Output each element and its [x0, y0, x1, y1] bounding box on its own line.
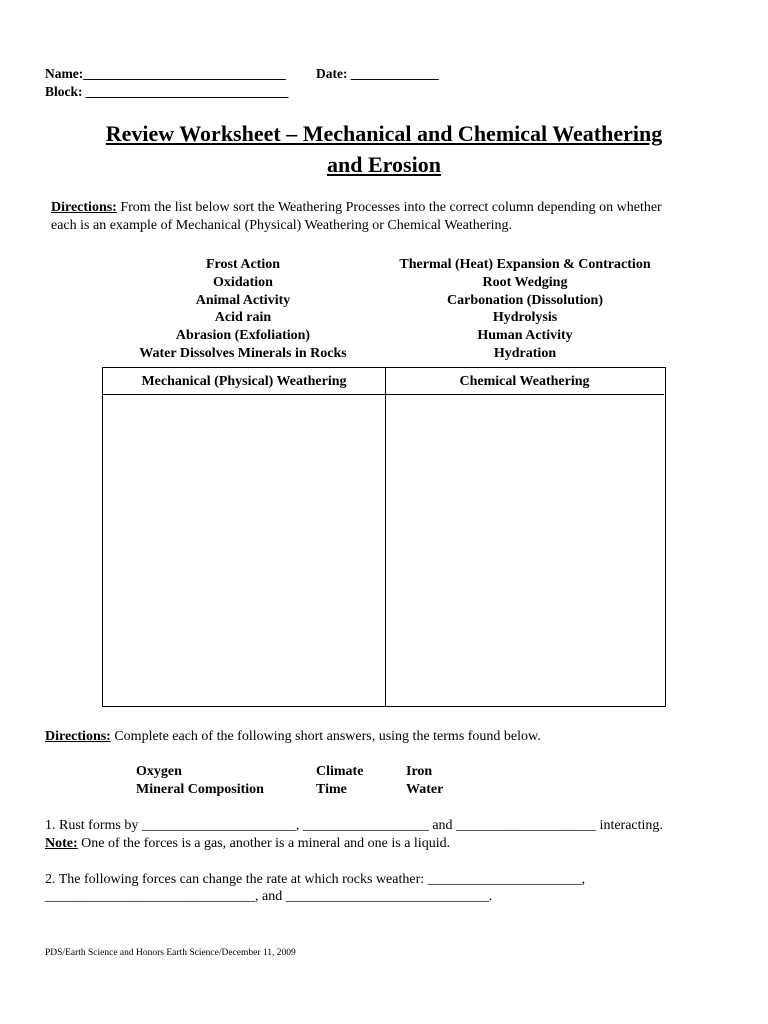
list-item: Root Wedging — [482, 274, 568, 290]
note-text: One of the forces is a gas, another is a mineral and one is a liquid. — [77, 836, 451, 851]
section2-directions — [45, 728, 541, 746]
name-field-label[interactable]: Name:______________________________ — [45, 66, 286, 81]
note-label: Note: — [45, 836, 78, 851]
page-title-line1: Review Worksheet – Mechanical and Chemical Weathering — [105, 121, 663, 146]
list-item: Thermal (Heat) Expansion & Contraction — [399, 257, 651, 272]
question-2-line2[interactable]: ______________________________, and _____________________________. — [45, 889, 493, 904]
page-title-line2: and Erosion — [327, 152, 441, 177]
list-item: Frost Action — [205, 257, 280, 272]
sorting-table — [102, 367, 666, 707]
mechanical-answer-cell[interactable] — [103, 395, 385, 705]
term: Iron — [406, 764, 433, 779]
section1-directions-cont: each is an example of Mechanical (Physical) Weathering or Chemical Weathering. — [51, 218, 512, 233]
list-item: Hydrolysis — [492, 310, 558, 326]
footer-text: PDS/Earth Science and Honors Earth Science/December 11, 2009 — [45, 948, 296, 958]
question-2-line1[interactable]: 2. The following forces can change the rate at which rocks weather: ______________________, — [45, 872, 586, 887]
list-item: Water Dissolves Minerals in Rocks — [139, 345, 347, 361]
section1-directions — [51, 199, 751, 217]
block-field-label[interactable]: Block: ______________________________ — [45, 84, 289, 99]
list-item: Hydration — [493, 345, 557, 361]
list-item: Animal Activity — [195, 292, 291, 308]
term: Mineral Composition — [136, 782, 264, 797]
list-item: Oxidation — [213, 274, 273, 290]
directions-text: Complete each of the following short answers, using the terms found below. — [110, 729, 541, 744]
question-1[interactable]: 1. Rust forms by ______________________, __________________ and ____________________ interacting. — [45, 818, 663, 833]
list-item: Human Activity — [477, 328, 573, 344]
directions-text: From the list below sort the Weathering Processes into the correct column depending on whether — [116, 200, 662, 215]
term: Time — [316, 782, 347, 797]
question-1-note — [45, 835, 450, 853]
mechanical-column-header: Mechanical (Physical) Weathering — [103, 368, 385, 395]
process-list-right — [375, 256, 675, 363]
chemical-column-header: Chemical Weathering — [385, 368, 664, 395]
list-item: Acid rain — [214, 310, 272, 326]
terms-column-2 — [316, 763, 363, 799]
term: Oxygen — [136, 764, 182, 779]
chemical-answer-cell[interactable] — [387, 395, 664, 705]
terms-column-1 — [136, 763, 264, 799]
term: Climate — [316, 764, 364, 779]
directions-label: Directions: — [45, 729, 111, 744]
terms-column-3 — [406, 763, 443, 799]
column-divider — [385, 368, 386, 706]
directions-label: Directions: — [51, 200, 117, 215]
term: Water — [406, 782, 444, 797]
list-item: Carbonation (Dissolution) — [447, 292, 603, 308]
list-item: Abrasion (Exfoliation) — [175, 328, 311, 344]
process-list-left — [103, 256, 383, 363]
date-field-label[interactable]: Date: _____________ — [316, 66, 439, 81]
